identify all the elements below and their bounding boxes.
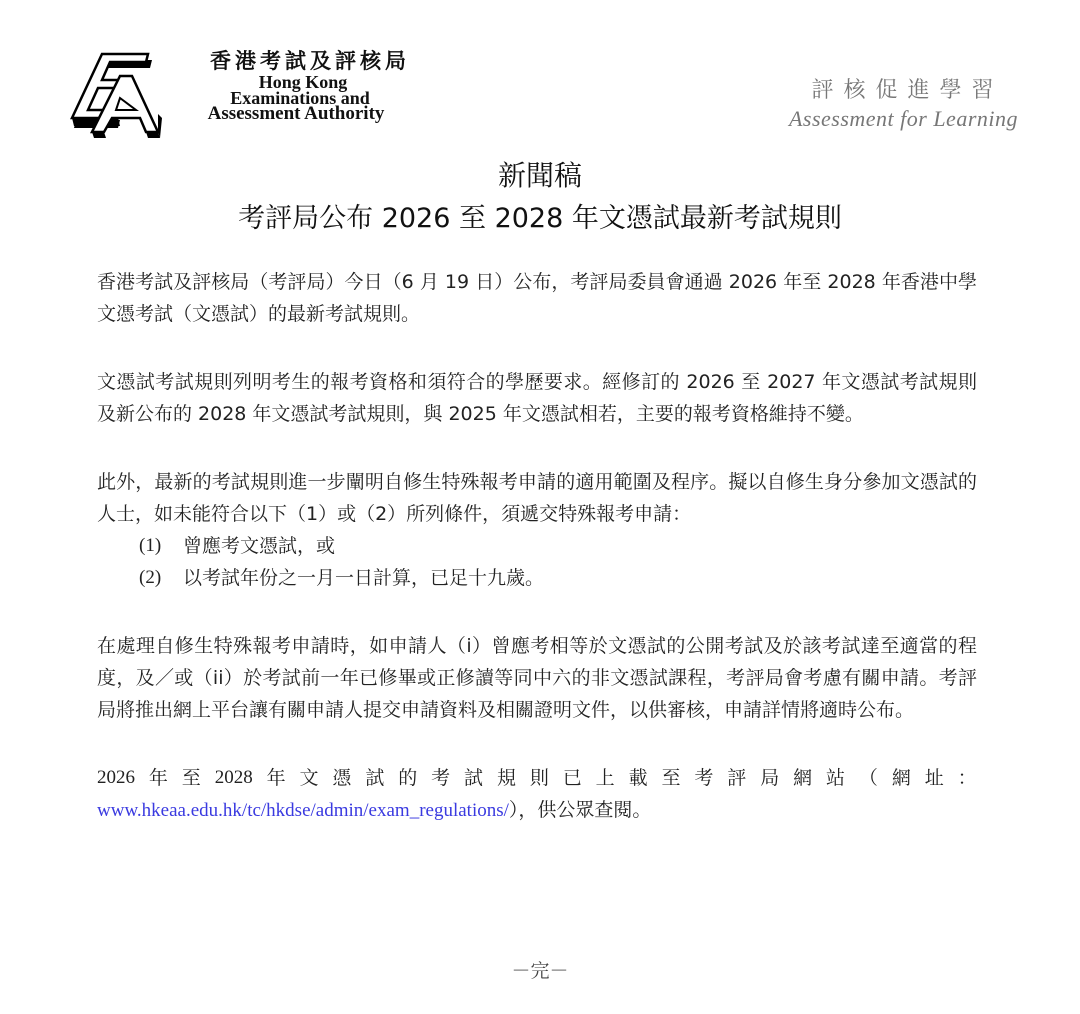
condition-item xyxy=(139,562,977,594)
motto xyxy=(789,76,1018,132)
website-sentence-token: 2028 xyxy=(214,767,253,788)
paragraph-eligibility: 文憑試考試規則列明考生的報考資格和須符合的學歷要求。經修訂的 2026 至 2027 年文憑試考試規則及新公布的 2028 年文憑試考試規則，與 2025 年文憑試相若，主要的報考資格維持不變。 xyxy=(97,371,977,425)
website-sentence-token: （ xyxy=(858,767,878,789)
website-sentence-token: 試 xyxy=(365,767,385,789)
website-sentence-token: 網 xyxy=(891,767,911,789)
paragraph-special-application: 在處理自修生特殊報考申請時，如申請人（i）曾應考相等於文憑試的公開考試及於該考試達至適當的程度，及／或（ii）於考試前一年已修畢或正修讀等同中六的非文憑試課程，考評局會考慮有關申請。考評局將推出網上平台讓有關申請人提交申請資料及相關證明文件，以供審核，申請詳情將適時公布。 xyxy=(97,635,977,721)
press-release-headline: 考評局公布 2026 至 2028 年文憑試最新考試規則 xyxy=(238,203,842,234)
website-sentence-token: 考 xyxy=(431,767,451,789)
title-block xyxy=(0,156,1080,238)
organization-name-zh: 香港考試及評核局 xyxy=(210,48,410,73)
website-sentence-token: 載 xyxy=(628,767,648,789)
paragraph-announcement: 香港考試及評核局（考評局）今日（6 月 19 日）公布，考評局委員會通過 2026 年至 2028 年香港中學文憑考試（文憑試）的最新考試規則。 xyxy=(97,271,977,325)
conditions-list xyxy=(97,530,977,594)
website-link-line xyxy=(97,794,977,827)
website-sentence-token: 考 xyxy=(694,767,714,789)
paragraph-private-candidates: 此外，最新的考試規則進一步闡明自修生特殊報考申請的適用範圍及程序。擬以自修生身分參加文憑試的人士，如未能符合以下（1）或（2）所列條件，須遞交特殊報考申請： xyxy=(97,471,977,525)
website-sentence-suffix: ），供公眾查閱。 xyxy=(508,799,652,821)
website-sentence-token: 的 xyxy=(398,767,418,789)
website-sentence-token: 文 xyxy=(299,767,319,789)
website-sentence-token: ： xyxy=(957,767,977,789)
website-sentence-token: 站 xyxy=(826,767,846,789)
page-title: 新聞稿 xyxy=(497,159,582,192)
website-sentence-token: 試 xyxy=(464,767,484,789)
website-sentence-token: 局 xyxy=(760,767,780,789)
press-release-body xyxy=(97,266,977,827)
end-mark: －完－ xyxy=(511,960,569,982)
org-name-en-line3: Assessment Authority xyxy=(207,103,385,124)
condition-marker: (2) xyxy=(139,567,162,588)
org-name-en-line2: Examinations and xyxy=(230,88,370,108)
website-sentence-token: 已 xyxy=(562,767,582,789)
organization-name xyxy=(176,48,416,122)
page-header xyxy=(0,0,1080,150)
website-sentence-token: 網 xyxy=(793,767,813,789)
condition-text: 曾應考文憑試，或 xyxy=(183,535,336,557)
org-name-en-line1: Hong Kong xyxy=(258,72,348,92)
website-sentence-token: 規 xyxy=(496,767,516,789)
website-sentence-token: 至 xyxy=(661,767,681,789)
website-sentence-token: 址 xyxy=(924,767,944,789)
condition-text: 以考試年份之一月一日計算，已足十九歲。 xyxy=(183,567,545,589)
website-sentence-token: 則 xyxy=(529,767,549,789)
website-sentence-token: 評 xyxy=(727,767,747,789)
paragraph-website xyxy=(97,762,977,827)
website-sentence-token: 憑 xyxy=(332,767,352,789)
website-sentence-token: 年 xyxy=(266,767,286,789)
motto-en: Assessment for Learning xyxy=(788,106,1018,131)
website-sentence-token: 年 xyxy=(148,767,168,789)
website-sentence-token: 上 xyxy=(595,767,615,789)
website-sentence-token: 2026 xyxy=(97,767,135,788)
condition-marker: (1) xyxy=(139,535,162,556)
exam-regulations-link[interactable]: www.hkeaa.edu.hk/tc/hkdse/admin/exam_regulations/ xyxy=(97,800,509,821)
hkeaa-logo-icon xyxy=(62,52,172,140)
website-sentence-line xyxy=(97,762,977,794)
organization-name-en xyxy=(176,74,416,122)
condition-item xyxy=(139,530,977,562)
website-sentence-token: 至 xyxy=(181,767,201,789)
motto-zh: 評核促進學習 xyxy=(811,78,1004,103)
